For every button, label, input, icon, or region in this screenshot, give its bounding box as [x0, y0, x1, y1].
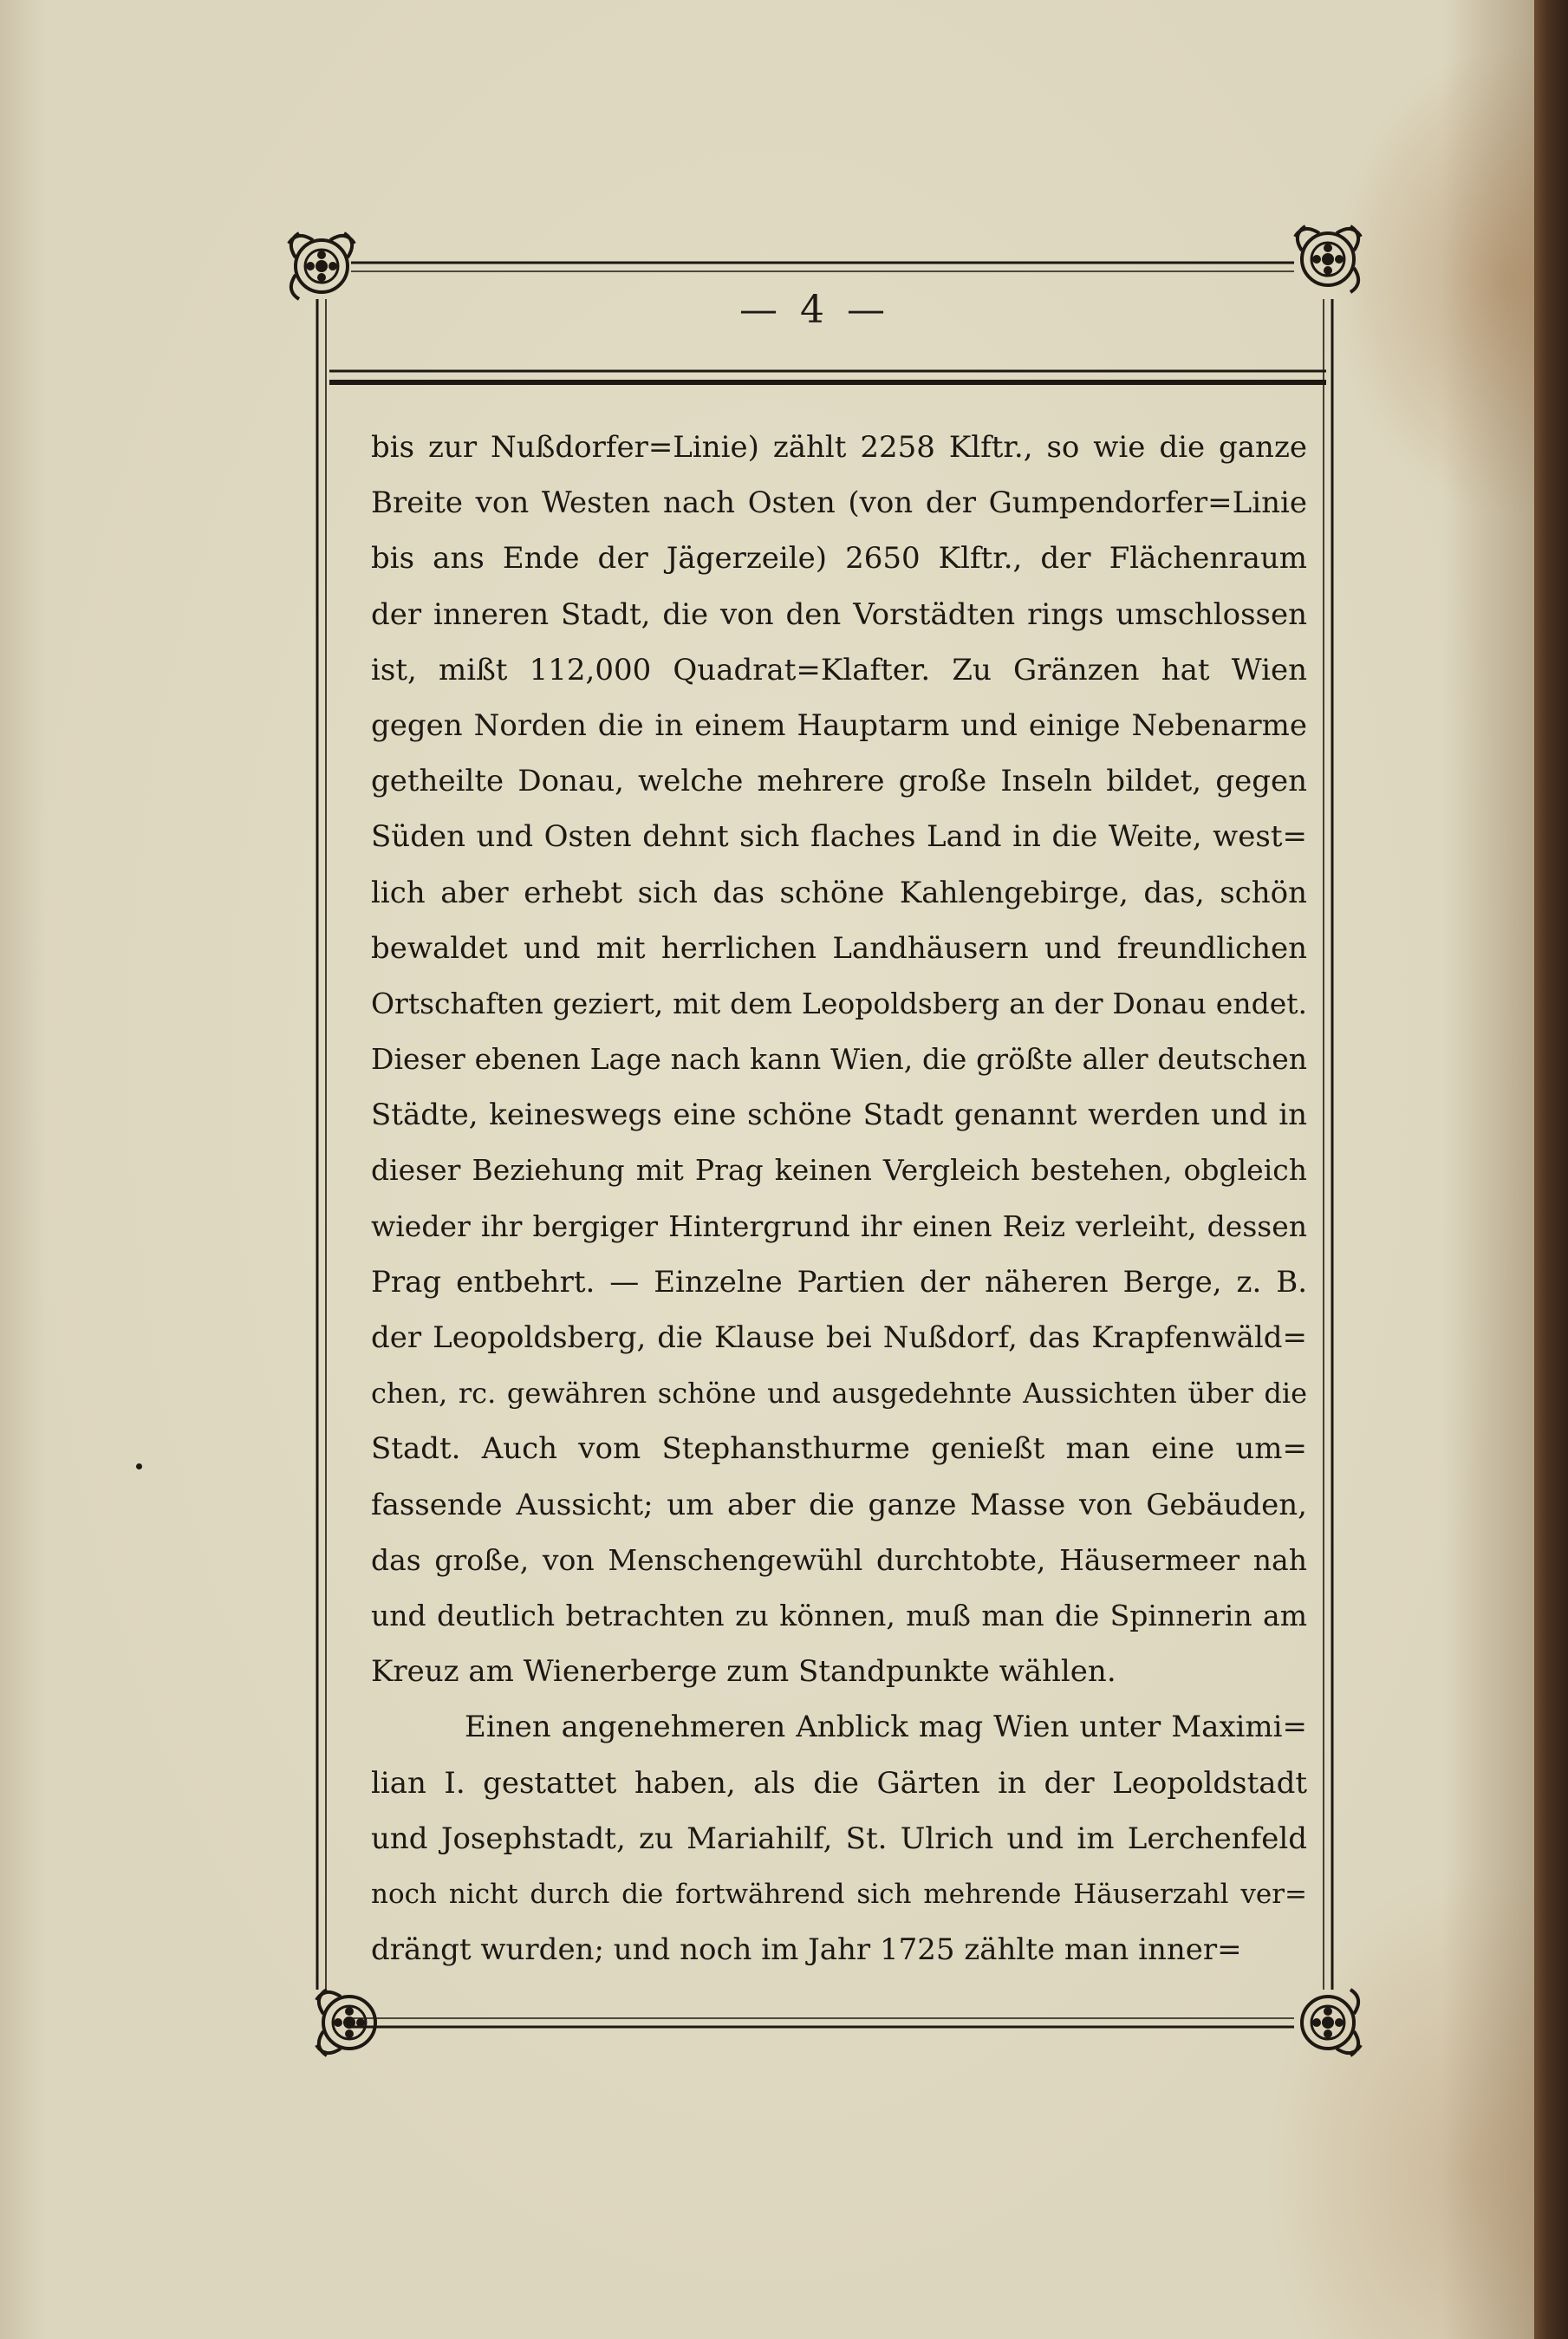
text-line: bis zur Nußdorfer=Linie) zählt 2258 Klftr., so wie die ganze [371, 430, 1307, 465]
text-line: das große, von Menschengewühl durchtobte, Häusermeer nah [371, 1542, 1307, 1577]
text-line: Kreuz am Wienerberge zum Standpunkte wählen. [371, 1654, 1116, 1690]
text-line: der Leopoldsberg, die Klause bei Nußdorf, das Krapfenwäld= [371, 1320, 1307, 1355]
corner-rosette-icon [289, 233, 355, 299]
text-line: fassende Aussicht; um aber die ganze Masse von Gebäuden, [371, 1487, 1307, 1522]
text-line: lian I. gestattet haben, als die Gärten in der Leopoldstadt [371, 1765, 1307, 1801]
text-line: noch nicht durch die fortwährend sich mehrende Häuserzahl ver= [371, 1878, 1307, 1910]
text-line: Stadt. Auch vom Stephansthurme genießt man eine um= [371, 1431, 1307, 1467]
text-line: der inneren Stadt, die von den Vorstädten rings umschlossen [371, 596, 1307, 632]
text-line: ist, mißt 112,000 Quadrat=Klafter. Zu Gränzen hat Wien [371, 652, 1307, 687]
text-line: gegen Norden die in einem Hauptarm und einige Nebenarme [371, 707, 1307, 743]
body-text [371, 420, 1307, 1977]
text-line: und deutlich betrachten zu können, muß man die Spinnerin am [371, 1598, 1307, 1632]
corner-rosette-icon [316, 1990, 375, 2056]
ink-dot [136, 1463, 142, 1469]
text-line: Süden und Osten dehnt sich flaches Land in die Weite, west= [371, 819, 1307, 855]
text-line: drängt wurden; und noch im Jahr 1725 zählte man inner= [371, 1932, 1242, 1968]
text-line: dieser Beziehung mit Prag keinen Vergleich bestehen, obgleich [371, 1153, 1307, 1188]
corner-rosette-icon [1302, 1990, 1361, 2056]
text-line: Breite von Westen nach Osten (von der Gumpendorfer=Linie [371, 485, 1307, 521]
text-line: chen, rc. gewähren schöne und ausgedehnte Aussichten über die [371, 1377, 1307, 1411]
text-line: getheilte Donau, welche mehrere große Inseln bildet, gegen [371, 764, 1307, 799]
text-line: Prag entbehrt. — Einzelne Partien der näheren Berge, z. B. [371, 1264, 1307, 1300]
text-line: bewaldet und mit herrlichen Landhäusern und freundlichen [371, 930, 1307, 966]
text-line: Städte, keineswegs eine schöne Stadt genannt werden und in [371, 1098, 1307, 1133]
page-number: — 4 — [739, 288, 890, 332]
text-line: Ortschaften geziert, mit dem Leopoldsberg an der Donau endet. [371, 986, 1307, 1020]
text-line: bis ans Ende der Jägerzeile) 2650 Klftr., der Flächenraum [371, 541, 1307, 577]
text-line: wieder ihr bergiger Hintergrund ihr einen Reiz verleiht, dessen [371, 1209, 1307, 1243]
text-line: und Josephstadt, zu Mariahilf, St. Ulrich und im Lerchenfeld [371, 1821, 1307, 1856]
corner-rosette-icon [1295, 226, 1361, 292]
text-line: lich aber erhebt sich das schöne Kahlengebirge, das, schön [371, 875, 1307, 910]
text-line: Dieser ebenen Lage nach kann Wien, die größte aller deutschen [371, 1042, 1307, 1077]
text-line: Einen angenehmeren Anblick mag Wien unter Maximi= [465, 1710, 1307, 1745]
